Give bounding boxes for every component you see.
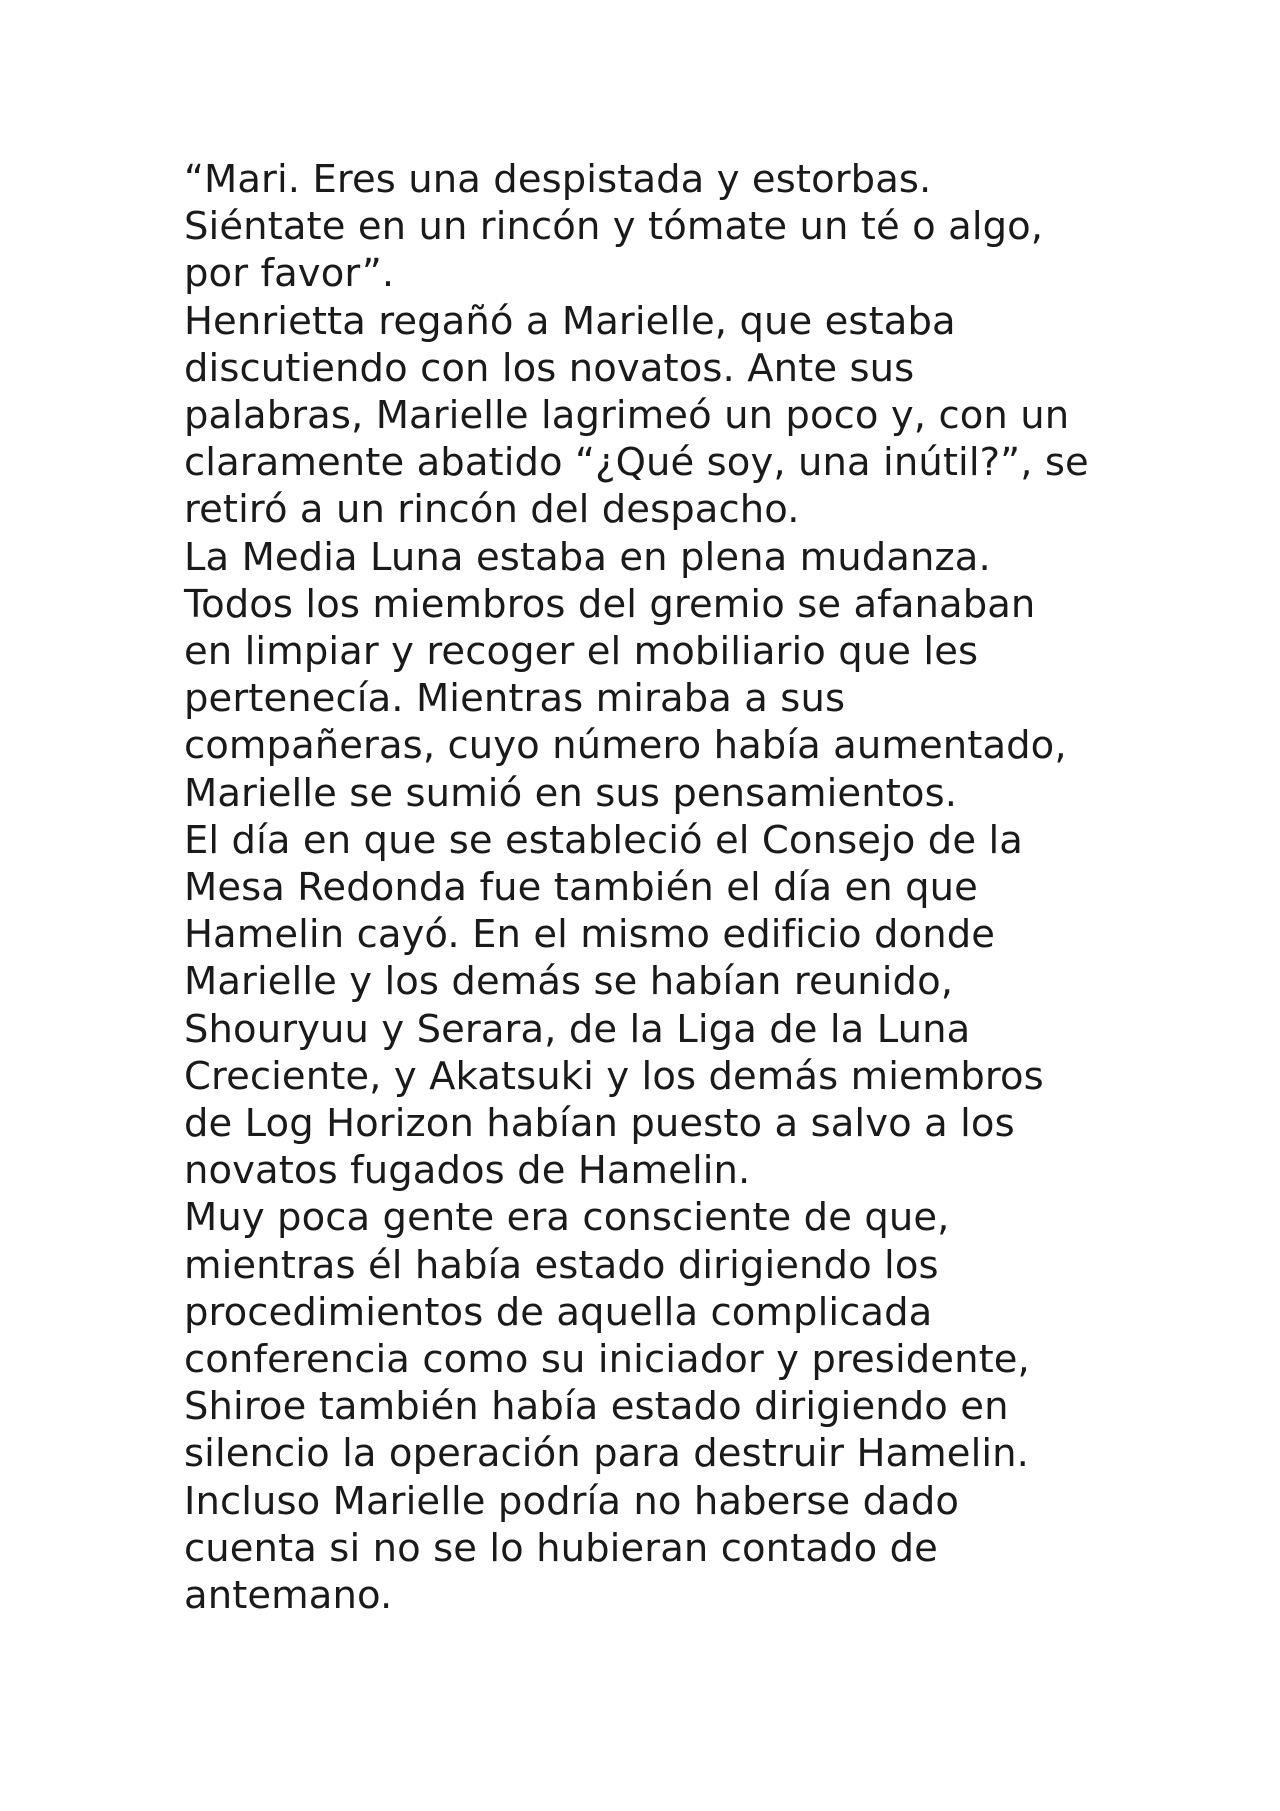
text-line: Incluso Marielle podría no haberse dado [184,1478,960,1524]
text-line: antemano. [184,1573,393,1619]
text-line: mientras él había estado dirigiendo los [184,1242,939,1288]
text-line: palabras, Marielle lagrimeó un poco y, con un [184,393,1070,439]
text-line: Shouryuu y Serara, de la Liga de la Luna [184,1006,971,1052]
text-line: pertenecía. Mientras miraba a sus [184,676,846,722]
text-line: La Media Luna estaba en plena mudanza. [184,534,991,580]
text-line: retiró a un rincón del despacho. [184,487,800,533]
text-line: claramente abatido “¿Qué soy, una inútil?”, se [184,440,1089,486]
body-text [184,156,1124,1619]
text-line: Marielle se sumió en sus pensamientos. [184,770,958,816]
text-line: silencio la operación para destruir Hamelin. [184,1431,1030,1477]
text-line: Muy poca gente era consciente de que, [184,1195,950,1241]
text-line: cuenta si no se lo hubieran contado de [184,1525,938,1571]
text-line: en limpiar y recoger el mobiliario que les [184,629,979,675]
text-line: Shiroe también había estado dirigiendo en [184,1384,1009,1430]
text-line: Todos los miembros del gremio se afanaban [184,581,1036,627]
text-line: El día en que se estableció el Consejo de la [184,817,1023,863]
text-line: Marielle y los demás se habían reunido, [184,959,954,1005]
text-line: Creciente, y Akatsuki y los demás miembros [184,1053,1044,1099]
text-line: Hamelin cayó. En el mismo edificio donde [184,912,996,958]
text-line: Siéntate en un rincón y tómate un té o algo, [184,204,1044,250]
text-line: de Log Horizon habían puesto a salvo a los [184,1101,1015,1147]
text-line: Henrietta regañó a Marielle, que estaba [184,298,956,344]
text-line: conferencia como su iniciador y presidente, [184,1337,1030,1383]
text-line: procedimientos de aquella complicada [184,1289,933,1335]
text-line: novatos fugados de Hamelin. [184,1148,751,1194]
text-line: compañeras, cuyo número había aumentado, [184,723,1067,769]
text-line: Mesa Redonda fue también el día en que [184,865,978,911]
text-line: discutiendo con los novatos. Ante sus [184,345,915,391]
text-line: “Mari. Eres una despistada y estorbas. [184,157,932,202]
text-line: por favor”. [184,251,395,297]
